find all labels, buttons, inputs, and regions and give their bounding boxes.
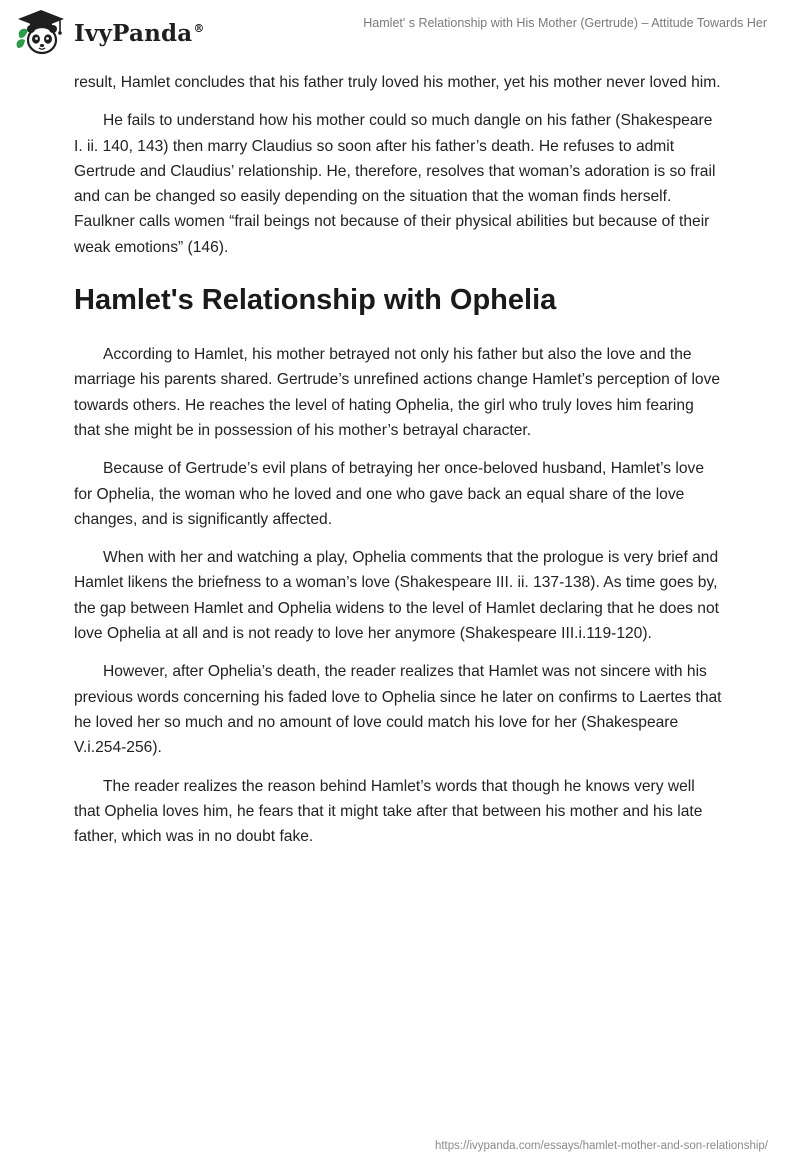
paragraph: He fails to understand how his mother could so much dangle on his father (Shakespeare I. ii. 140, 143) then marry Claudius so soon after his father’s death. He refuses to admit Gertrude and Claudius’ relationship. He, therefore, resolves that woman’s adoration is so frail and can be changed so easily depending on the situation that the woman finds herself. Faulkner calls women “frail beings not because of their physical abilities but because of their weak emotions” (146). — [74, 112, 716, 256]
source-url-link[interactable]: https://ivypanda.com/essays/hamlet-mother-and-son-relationship/ — [434, 1140, 768, 1152]
panda-graduation-cap-icon — [14, 8, 68, 56]
registered-mark: ® — [193, 21, 205, 35]
paragraph: result, Hamlet concludes that his father truly loved his mother, yet his mother never loved him. — [74, 74, 721, 91]
ivypanda-logo[interactable] — [14, 8, 205, 56]
paragraph: Because of Gertrude’s evil plans of betraying her once-beloved husband, Hamlet’s love for Ophelia, the woman who he loved and one who gave back an equal share of the love changes, and is significantly affected. — [74, 460, 705, 528]
paragraph: According to Hamlet, his mother betrayed not only his father but also the love and the marriage his parents shared. Gertrude’s unrefined actions change Hamlet’s perception of love towards others. He reaches the level of hating Ophelia, the girl who truly loves him fearing that she might be in possession of his mother’s betrayal character. — [74, 346, 721, 439]
paragraph: The reader realizes the reason behind Hamlet’s words that though he knows very well that Ophelia loves him, he fears that it might take after that between his mother and his late father, which was in no doubt fake. — [74, 777, 703, 846]
essay-body — [74, 70, 724, 862]
section-heading: Hamlet's Relationship with Ophelia — [74, 284, 557, 317]
paragraph: When with her and watching a play, Ophelia comments that the prologue is very brief and Hamlet likens the briefness to a woman’s love (Shakespeare III. ii. 137-138). As time goes by, the gap between Hamlet and Ophelia widens to the level of Hamlet declaring that he does not love Ophelia at all and is not ready to love her anymore (Shakespeare III.i.119-120). — [74, 549, 719, 643]
document-title: Hamlet' s Relationship with His Mother (Gertrude) – Attitude Towards Her — [363, 16, 767, 30]
paragraph: However, after Ophelia’s death, the reader realizes that Hamlet was not sincere with his previous words concerning his faded love to Ophelia since he later on confirms to Laertes that he loved her so much and no amount of love could match his love for her (Shakespeare V.i.254-256). — [74, 663, 722, 757]
page-header — [0, 0, 800, 64]
brand-name: IvyPanda® — [74, 19, 205, 47]
